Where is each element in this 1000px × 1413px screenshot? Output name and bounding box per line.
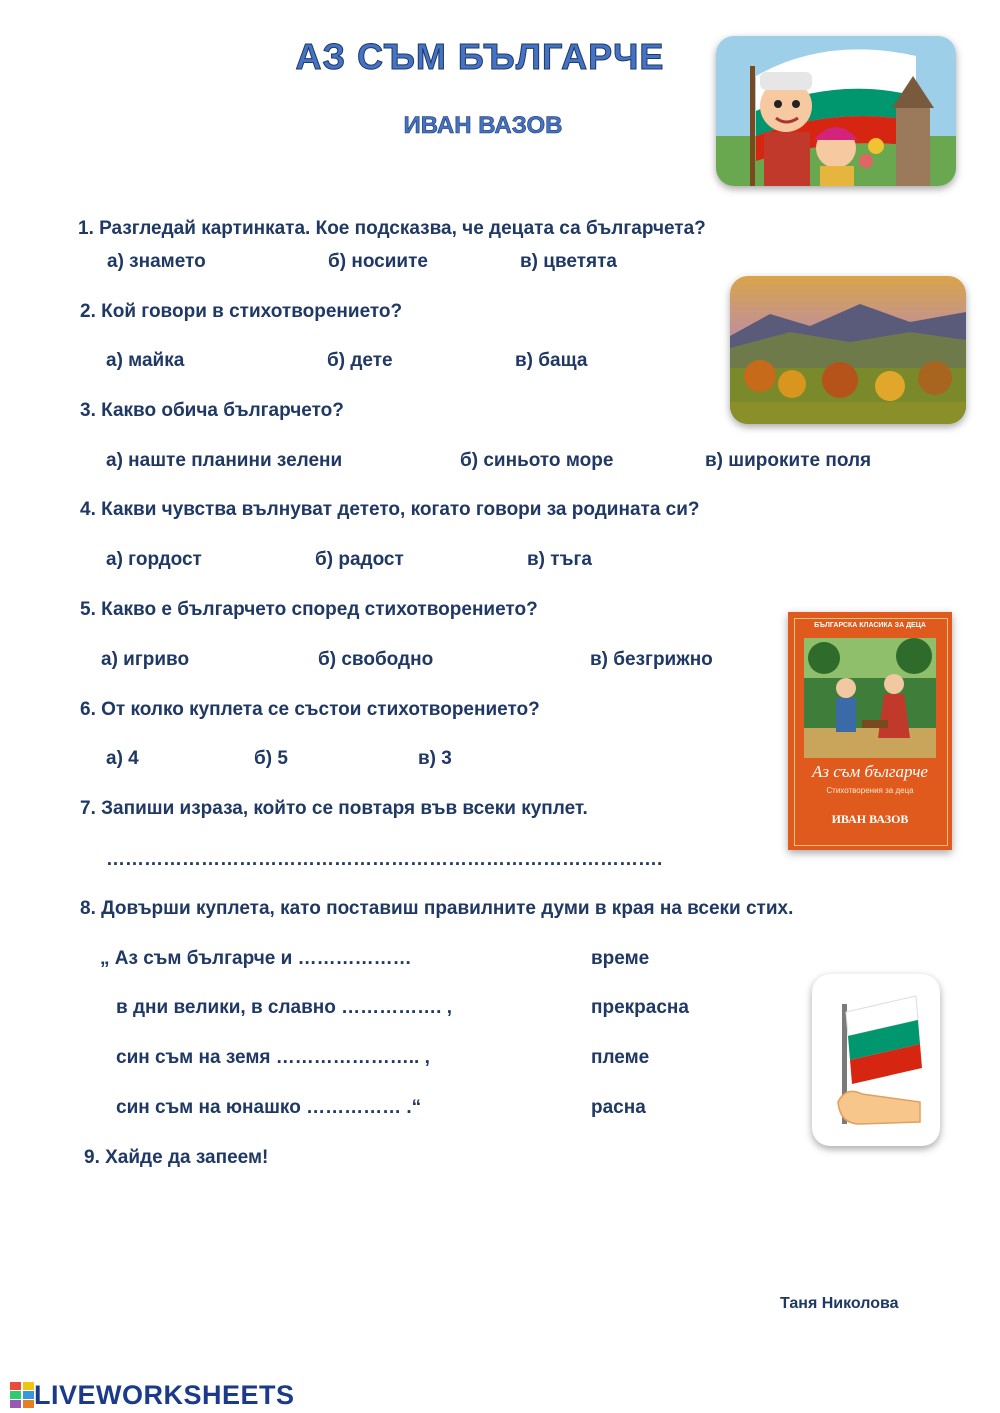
question-8: 8. Довърши куплета, като поставиш правилните думи в края на всеки стих. <box>80 898 794 919</box>
liveworksheets-logo <box>10 1378 295 1412</box>
question-6: 6. От колко куплета се състои стихотворението? <box>80 699 540 720</box>
question-2: 2. Кой говори в стихотворението? <box>80 301 403 322</box>
q8-word-3[interactable]: племе <box>591 1047 650 1068</box>
q7-answer-field[interactable]: ……………………………………………………………………………. <box>106 849 663 870</box>
q1-option-c[interactable]: в) цветята <box>520 251 617 272</box>
worksheet-author: Таня Николова <box>780 1295 899 1312</box>
q1-option-a[interactable]: а) знамето <box>107 251 206 272</box>
mountain-landscape-illustration <box>730 276 966 424</box>
q4-option-a[interactable]: а) гордост <box>106 549 202 570</box>
logo-text: LIVEWORKSHEETS <box>34 1379 295 1410</box>
q6-option-c[interactable]: в) 3 <box>418 748 452 769</box>
q1-option-b[interactable]: б) носиите <box>328 251 428 272</box>
q2-option-a[interactable]: а) майка <box>106 350 185 371</box>
q8-word-2[interactable]: прекрасна <box>591 997 689 1018</box>
q8-verse-line-4[interactable]: син съм на юнашко …………… .“ <box>116 1097 422 1118</box>
logo-blocks-icon <box>10 1382 34 1408</box>
question-3: 3. Какво обича българчето? <box>80 400 344 421</box>
q6-option-a[interactable]: а) 4 <box>106 748 139 769</box>
landscape-image <box>730 276 966 424</box>
q3-option-c[interactable]: в) широките поля <box>705 450 872 471</box>
book-illustration <box>804 638 936 758</box>
q3-option-a[interactable]: а) наште планини зелени <box>106 450 343 471</box>
q6-option-b[interactable]: б) 5 <box>254 748 288 769</box>
page-subtitle: ИВАН ВАЗОВ <box>403 112 563 139</box>
book-author: ИВАН ВАЗОВ <box>831 812 909 826</box>
q4-option-b[interactable]: б) радост <box>315 549 404 570</box>
book-series: БЪЛГАРСКА КЛАСИКА ЗА ДЕЦА <box>814 622 926 629</box>
q8-verse-line-2[interactable]: в дни велики, в славно ……………. , <box>116 997 452 1018</box>
q2-option-c[interactable]: в) баща <box>515 350 588 371</box>
question-9: 9. Хайде да запеем! <box>84 1147 269 1168</box>
children-flag-image <box>716 36 956 186</box>
q8-word-4[interactable]: расна <box>591 1097 646 1118</box>
page-title: АЗ СЪМ БЪЛГАРЧЕ <box>295 36 665 77</box>
book-cover-image <box>788 612 952 850</box>
q5-option-b[interactable]: б) свободно <box>318 649 434 670</box>
question-4: 4. Какви чувства вълнуват детето, когато говори за родината си? <box>80 499 700 520</box>
question-1: 1. Разгледай картинката. Кое подсказва, че децата са българчета? <box>78 218 706 239</box>
q4-option-c[interactable]: в) тъга <box>527 549 592 570</box>
children-flag-illustration <box>716 36 956 186</box>
question-7: 7. Запиши израза, който се повтаря във всеки куплет. <box>80 798 588 819</box>
bulgarian-flag-illustration <box>812 974 940 1146</box>
q8-word-1[interactable]: време <box>591 948 650 969</box>
q8-verse-line-1[interactable]: „ Аз съм българче и ……………… <box>100 948 412 969</box>
q5-option-c[interactable]: в) безгрижно <box>590 649 713 670</box>
q2-option-b[interactable]: б) дете <box>327 350 393 371</box>
hand-flag-image <box>812 974 940 1146</box>
book-title: Аз съм българче <box>812 762 928 781</box>
q8-verse-line-3[interactable]: син съм на земя ………………….. , <box>116 1047 430 1068</box>
question-5: 5. Какво е българчето според стихотворението? <box>80 599 538 620</box>
book-subtitle: Стихотворения за деца <box>826 786 914 795</box>
q5-option-a[interactable]: а) игриво <box>101 649 190 670</box>
q3-option-b[interactable]: б) синьото море <box>460 450 614 471</box>
